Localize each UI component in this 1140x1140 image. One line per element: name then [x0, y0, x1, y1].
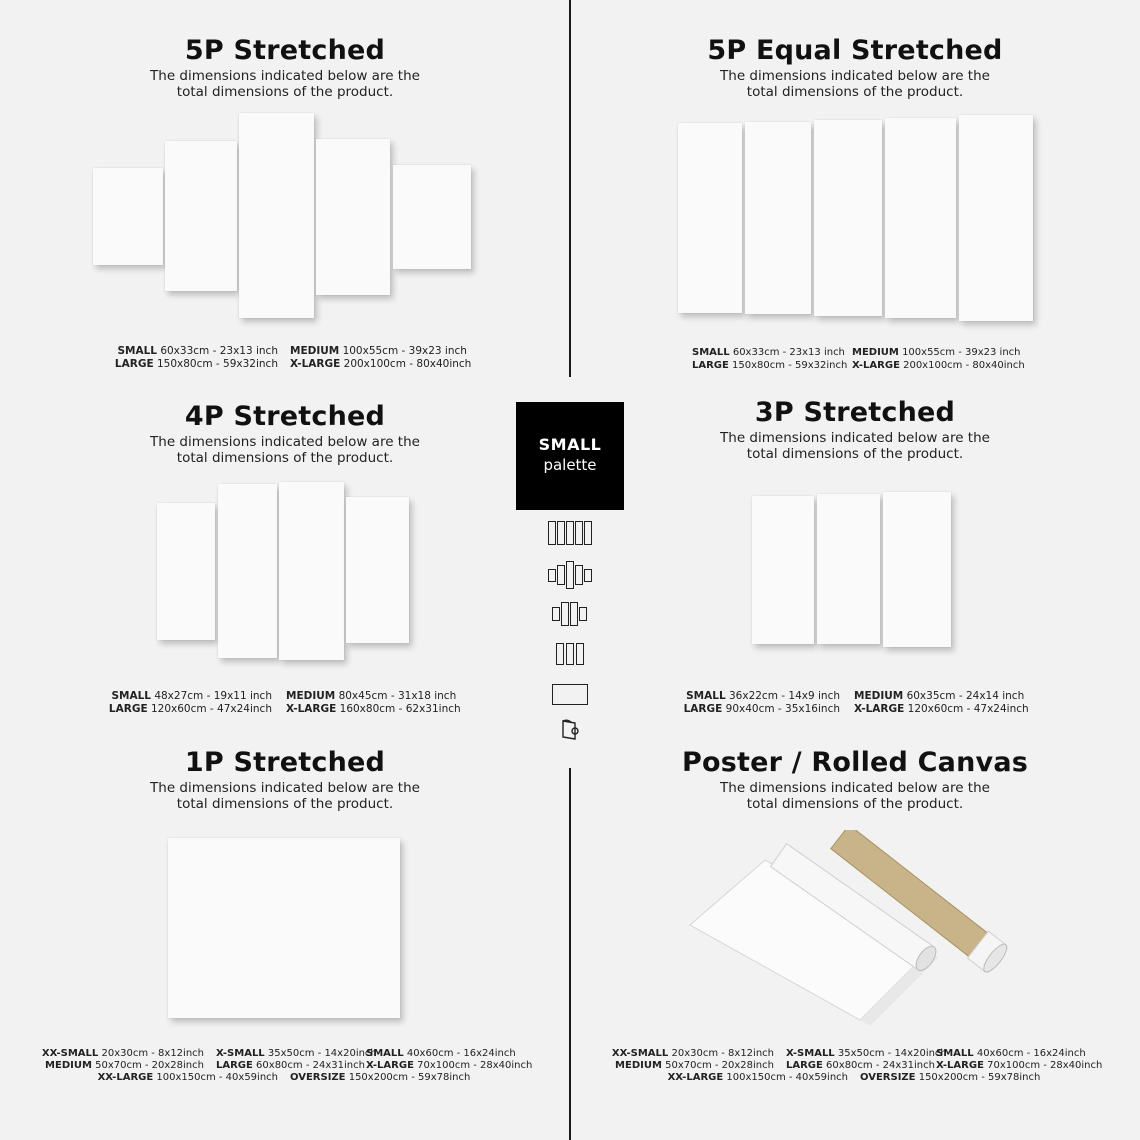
size-label: SMALL	[692, 347, 730, 358]
size-value: 20x30cm - 8x12inch	[671, 1048, 774, 1059]
canvas-panel	[157, 503, 215, 640]
size-label: SMALL	[111, 690, 151, 702]
size-label: MEDIUM	[852, 347, 899, 358]
size-label: X-SMALL	[216, 1048, 265, 1059]
size-list	[100, 690, 461, 716]
size-value: 120x60cm - 47x24inch	[150, 703, 272, 715]
size-value: 150x200cm - 59x78inch	[348, 1072, 471, 1083]
size-list	[100, 345, 471, 371]
section-3p	[585, 398, 1125, 462]
size-value: 35x50cm - 14x20inch	[267, 1048, 377, 1059]
section-description: The dimensions indicated below are the total dimensions of the product.	[150, 434, 420, 466]
size-value: 100x150cm - 40x59inch	[156, 1072, 278, 1083]
size-list	[680, 690, 1029, 716]
size-value: 48x27cm - 19x11 inch	[154, 690, 272, 702]
size-label: LARGE	[786, 1060, 823, 1071]
canvas-panel	[316, 139, 390, 295]
canvas-panel	[279, 482, 344, 660]
size-label: MEDIUM	[615, 1060, 662, 1071]
3p-icon	[556, 643, 584, 665]
4p-icon	[552, 602, 588, 626]
size-label: XX-LARGE	[667, 1072, 724, 1083]
size-value: 60x33cm - 23x13 inch	[160, 345, 278, 357]
size-value: 100x55cm - 39x23 inch	[902, 347, 1021, 358]
size-value: 60x35cm - 24x14 inch	[906, 690, 1025, 702]
size-value: 70x100cm - 28x40inch	[987, 1060, 1103, 1071]
size-label: LARGE	[216, 1060, 253, 1071]
size-label: MEDIUM	[45, 1060, 92, 1071]
section-title: 3P Stretched	[754, 397, 956, 428]
rolled-icon	[558, 717, 582, 741]
canvas-panel	[346, 497, 409, 643]
size-label: X-LARGE	[936, 1060, 984, 1071]
size-label: SMALL	[686, 690, 726, 702]
canvas-panel	[745, 122, 811, 314]
section-5p	[15, 36, 555, 100]
size-label: OVERSIZE	[290, 1072, 346, 1083]
size-label: LARGE	[108, 703, 148, 715]
brand-name-line1: SMALL	[538, 435, 602, 454]
section-poster	[585, 748, 1125, 812]
size-label: MEDIUM	[854, 690, 904, 702]
size-list	[608, 1048, 1102, 1084]
size-value: 200x100cm - 80x40inch	[903, 360, 1025, 371]
section-description: The dimensions indicated below are the total dimensions of the product.	[720, 780, 990, 812]
size-label: OVERSIZE	[860, 1072, 916, 1083]
size-value: 120x60cm - 47x24inch	[907, 703, 1029, 715]
divider-bottom	[569, 768, 571, 1140]
section-title: Poster / Rolled Canvas	[681, 747, 1029, 778]
size-label: MEDIUM	[286, 690, 336, 702]
section-1p	[15, 748, 555, 812]
size-value: 50x70cm - 20x28inch	[95, 1060, 204, 1071]
size-label: X-LARGE	[854, 703, 905, 715]
size-value: 35x50cm - 14x20inch	[837, 1048, 947, 1059]
divider-top	[569, 0, 571, 377]
5p-equal-icon	[548, 520, 592, 546]
size-value: 200x100cm - 80x40inch	[343, 358, 472, 370]
size-label: LARGE	[114, 358, 154, 370]
size-value: 80x45cm - 31x18 inch	[338, 690, 457, 702]
rolled-poster-illustration	[680, 830, 1020, 1030]
canvas-panel	[93, 168, 163, 265]
5p-icon	[548, 561, 592, 589]
size-label: X-LARGE	[852, 360, 900, 371]
size-value: 60x80cm - 24x31inch	[826, 1060, 935, 1071]
size-value: 100x55cm - 39x23 inch	[342, 345, 467, 357]
size-value: 40x60cm - 16x24inch	[406, 1048, 516, 1059]
size-label: XX-SMALL	[611, 1048, 669, 1059]
canvas-panel	[959, 115, 1033, 321]
section-description: The dimensions indicated below are the total dimensions of the product.	[720, 430, 990, 462]
canvas-panel	[165, 141, 237, 291]
size-value: 70x100cm - 28x40inch	[417, 1060, 533, 1071]
canvas-panel	[393, 165, 471, 269]
canvas-panel	[814, 120, 882, 316]
size-value: 150x80cm - 59x32inch	[732, 360, 848, 371]
canvas-panel	[218, 484, 277, 658]
section-title: 1P Stretched	[184, 747, 386, 778]
size-label: LARGE	[683, 703, 723, 715]
size-value: 20x30cm - 8x12inch	[101, 1048, 204, 1059]
brand-name-line2: palette	[543, 456, 597, 474]
canvas-panel	[239, 113, 314, 318]
canvas-panel	[168, 838, 400, 1018]
size-value: 100x150cm - 40x59inch	[726, 1072, 848, 1083]
size-value: 40x60cm - 16x24inch	[976, 1048, 1086, 1059]
section-title: 4P Stretched	[184, 401, 386, 432]
size-value: 50x70cm - 20x28inch	[665, 1060, 774, 1071]
size-label: XX-LARGE	[97, 1072, 154, 1083]
size-value: 150x200cm - 59x78inch	[918, 1072, 1041, 1083]
section-description: The dimensions indicated below are the total dimensions of the product.	[150, 780, 420, 812]
section-5p-equal	[585, 36, 1125, 100]
canvas-panel	[752, 496, 814, 644]
section-title: 5P Stretched	[184, 35, 386, 66]
size-value: 90x40cm - 35x16inch	[725, 703, 840, 715]
size-label: SMALL	[936, 1048, 974, 1059]
size-value: 60x33cm - 23x13 inch	[732, 347, 845, 358]
section-4p	[15, 402, 555, 466]
size-value: 60x80cm - 24x31inch	[256, 1060, 365, 1071]
size-label: LARGE	[692, 360, 729, 371]
canvas-panel	[678, 123, 742, 313]
size-label: X-SMALL	[786, 1048, 835, 1059]
section-title: 5P Equal Stretched	[707, 35, 1003, 66]
canvas-panel	[883, 492, 951, 647]
size-value: 36x22cm - 14x9 inch	[729, 690, 840, 702]
1p-icon	[552, 684, 588, 705]
size-label: X-LARGE	[366, 1060, 414, 1071]
size-label: SMALL	[117, 345, 157, 357]
canvas-panel	[885, 118, 956, 318]
size-label: SMALL	[366, 1048, 404, 1059]
size-list	[692, 346, 1025, 372]
section-description: The dimensions indicated below are the total dimensions of the product.	[150, 68, 420, 100]
canvas-panel	[817, 494, 880, 644]
size-list	[38, 1048, 532, 1084]
size-label: X-LARGE	[286, 703, 337, 715]
size-label: MEDIUM	[290, 345, 340, 357]
size-label: X-LARGE	[290, 358, 341, 370]
size-value: 150x80cm - 59x32inch	[156, 358, 278, 370]
size-value: 160x80cm - 62x31inch	[339, 703, 461, 715]
section-description: The dimensions indicated below are the total dimensions of the product.	[720, 68, 990, 100]
size-label: XX-SMALL	[41, 1048, 99, 1059]
